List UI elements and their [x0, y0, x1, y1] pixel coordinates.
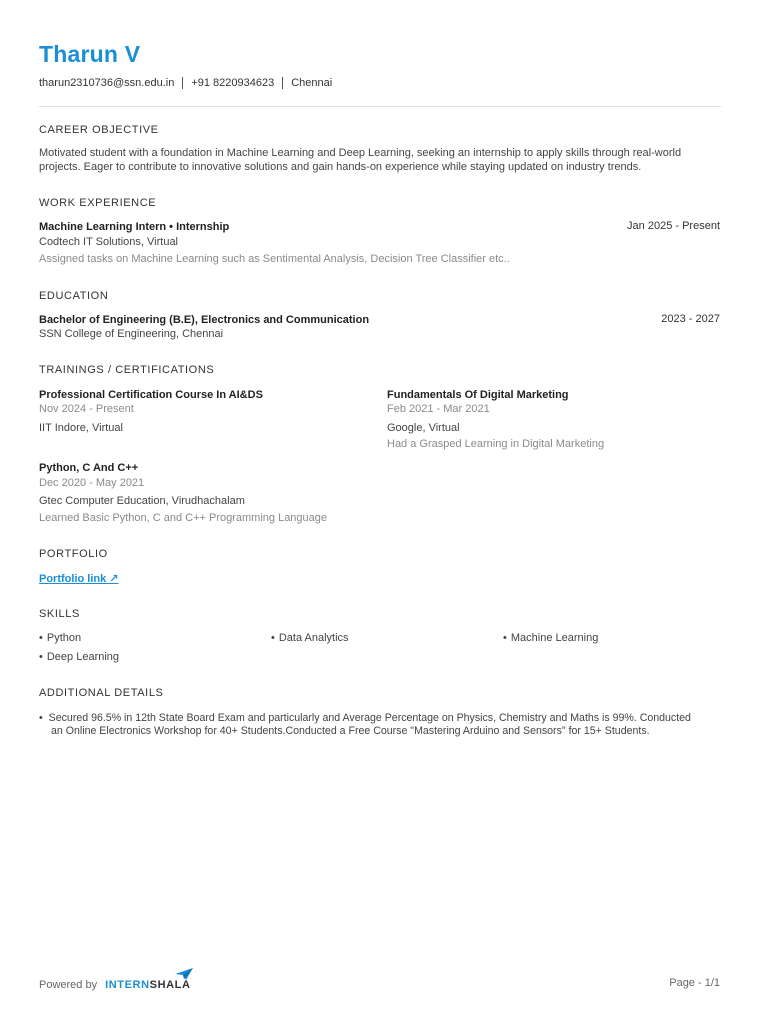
divider	[39, 106, 721, 107]
page-number: Page - 1/1	[669, 977, 720, 989]
contact-line	[39, 77, 332, 89]
portfolio-heading: PORTFOLIO	[39, 548, 108, 560]
trainings-heading: TRAININGS / CERTIFICATIONS	[39, 364, 215, 376]
training-dates: Feb 2021 - Mar 2021	[387, 403, 490, 415]
skill-item: • Data Analytics	[271, 631, 349, 645]
additional-line-1: Secured 96.5% in 12th State Board Exam and particularly and Average Percentage on Physics, Chemistry and Maths is 99%. Conducted	[48, 712, 691, 724]
separator	[182, 77, 183, 89]
training-dates: Nov 2024 - Present	[39, 403, 134, 415]
brand-part-1: INTERN	[105, 979, 150, 991]
training-title: Fundamentals Of Digital Marketing	[387, 389, 569, 401]
degree: Bachelor of Engineering (B.E), Electronics and Communication	[39, 314, 370, 326]
powered-by	[39, 979, 191, 991]
location: Chennai	[291, 77, 333, 89]
phone[interactable]: +91 8220934623	[191, 77, 275, 89]
training-description: Had a Grasped Learning in Digital Marketing	[387, 438, 605, 450]
internshala-logo[interactable]	[105, 979, 190, 991]
training-title: Professional Certification Course In AI&DS	[39, 389, 263, 401]
job-company: Codtech IT Solutions, Virtual	[39, 236, 179, 248]
bullet: •	[39, 712, 43, 724]
education-dates: 2023 - 2027	[661, 313, 720, 325]
paper-plane-icon	[175, 968, 193, 980]
training-dates: Dec 2020 - May 2021	[39, 477, 145, 489]
skill-item: • Deep Learning	[39, 650, 119, 664]
email[interactable]: tharun2310736@ssn.edu.in	[39, 77, 175, 89]
objective-line-2: projects. Eager to contribute to innovative solutions and gain hands-on experience while staying updated on industry trends.	[39, 161, 642, 173]
training-title: Python, C And C++	[39, 462, 139, 474]
additional-details-heading: ADDITIONAL DETAILS	[39, 687, 164, 699]
candidate-name: Tharun V	[39, 41, 141, 67]
separator	[282, 77, 283, 89]
resume-page	[39, 0, 731, 1024]
work-experience-heading: WORK EXPERIENCE	[39, 197, 157, 209]
institution: SSN College of Engineering, Chennai	[39, 328, 224, 340]
career-objective-heading: CAREER OBJECTIVE	[39, 124, 159, 136]
job-description: Assigned tasks on Machine Learning such as Sentimental Analysis, Decision Tree Classifier etc..	[39, 253, 510, 265]
objective-line-1: Motivated student with a foundation in Machine Learning and Deep Learning, seeking an internship to apply skills through real-world	[39, 147, 682, 159]
job-title: Machine Learning Intern • Internship	[39, 221, 230, 233]
additional-line-2: an Online Electronics Workshop for 40+ Students.Conducted a Free Course "Mastering Arduino and Sensors" for 15+ Students.	[51, 725, 650, 737]
powered-by-label: Powered by	[39, 979, 98, 991]
portfolio-link[interactable]: Portfolio link ↗	[39, 573, 119, 585]
skill-item: • Python	[39, 631, 81, 645]
training-org: IIT Indore, Virtual	[39, 422, 123, 434]
training-org: Google, Virtual	[387, 422, 460, 434]
skill-item: • Machine Learning	[503, 631, 598, 645]
job-dates: Jan 2025 - Present	[627, 220, 720, 232]
training-description: Learned Basic Python, C and C++ Programming Language	[39, 512, 328, 524]
training-org: Gtec Computer Education, Virudhachalam	[39, 495, 245, 507]
education-heading: EDUCATION	[39, 290, 109, 302]
additional-detail-item	[39, 711, 691, 725]
skills-heading: SKILLS	[39, 608, 80, 620]
brand-part-2: SHALA	[149, 979, 191, 991]
